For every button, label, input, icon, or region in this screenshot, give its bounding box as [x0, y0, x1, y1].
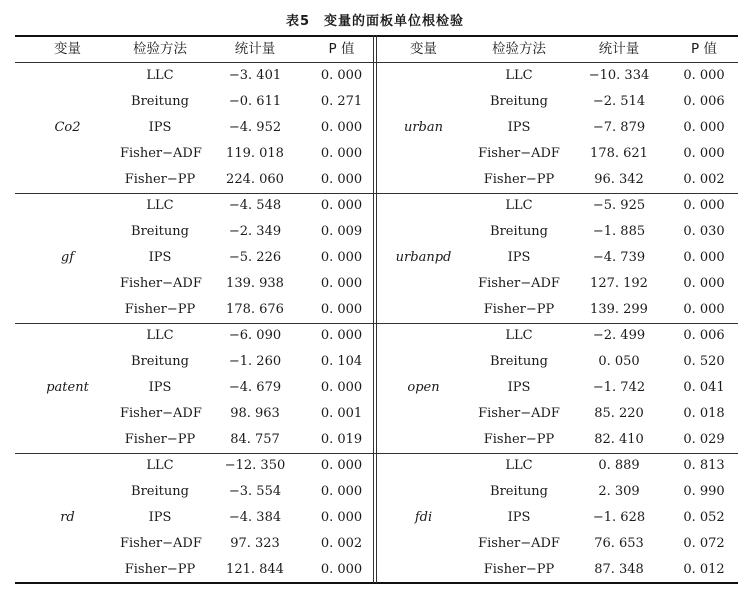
- test-statistic: 178. 676: [226, 302, 284, 317]
- test-method: Fisher−ADF: [120, 276, 202, 291]
- test-statistic: −2. 349: [228, 224, 282, 239]
- p-value: 0. 000: [320, 302, 363, 317]
- test-method: LLC: [505, 328, 533, 343]
- p-value: 0. 029: [683, 432, 725, 447]
- header-stat-left: 统计量: [234, 41, 276, 57]
- test-statistic: 139. 299: [590, 302, 648, 317]
- test-method: LLC: [505, 198, 533, 213]
- p-value: 0. 000: [320, 198, 363, 213]
- test-method: IPS: [148, 380, 172, 395]
- variable-name: fdi: [414, 510, 433, 525]
- test-statistic: 127. 192: [590, 276, 648, 291]
- p-value: 0. 000: [320, 172, 363, 187]
- test-statistic: 121. 844: [226, 562, 284, 577]
- p-value: 0. 000: [320, 380, 363, 395]
- test-method: Fisher−PP: [124, 172, 196, 187]
- test-statistic: −5. 226: [228, 250, 282, 265]
- test-statistic: 82. 410: [594, 432, 644, 447]
- p-value: 0. 030: [683, 224, 725, 239]
- header-p-left: P 值: [328, 41, 355, 57]
- p-value: 0. 000: [683, 120, 725, 135]
- p-value: 0. 000: [683, 146, 725, 161]
- header-variable-left: 变量: [54, 41, 81, 57]
- test-method: IPS: [507, 510, 531, 525]
- test-statistic: −1. 742: [592, 380, 646, 395]
- p-value: 0. 006: [683, 94, 725, 109]
- test-method: Breitung: [131, 484, 189, 499]
- test-method: LLC: [505, 68, 533, 83]
- p-value: 0. 002: [320, 536, 363, 551]
- test-method: IPS: [148, 120, 172, 135]
- variable-name: urbanpd: [395, 250, 452, 265]
- variable-name: gf: [60, 250, 75, 265]
- test-method: IPS: [148, 250, 172, 265]
- p-value: 0. 000: [683, 302, 725, 317]
- p-value: 0. 052: [683, 510, 725, 525]
- test-statistic: 224. 060: [226, 172, 284, 187]
- test-statistic: −2. 499: [592, 328, 646, 343]
- p-value: 0. 002: [683, 172, 725, 187]
- test-statistic: 0. 889: [598, 458, 640, 473]
- p-value: 0. 012: [683, 562, 725, 577]
- p-value: 0. 000: [320, 250, 363, 265]
- test-statistic: −4. 952: [228, 120, 282, 135]
- test-statistic: 98. 963: [230, 406, 280, 421]
- p-value: 0. 072: [683, 536, 725, 551]
- test-method: Fisher−ADF: [120, 536, 202, 551]
- test-method: IPS: [507, 380, 531, 395]
- p-value: 0. 271: [320, 94, 363, 109]
- header-variable-right: 变量: [410, 41, 437, 57]
- p-value: 0. 000: [683, 68, 725, 83]
- p-value: 0. 000: [320, 146, 363, 161]
- p-value: 0. 520: [683, 354, 725, 369]
- p-value: 0. 018: [683, 406, 725, 421]
- p-value: 0. 006: [683, 328, 725, 343]
- table-title: 表5 变量的面板单位根检验: [285, 14, 465, 29]
- test-statistic: 87. 348: [594, 562, 644, 577]
- variable-name: Co2: [54, 120, 81, 135]
- p-value: 0. 000: [320, 458, 363, 473]
- test-method: Breitung: [490, 354, 548, 369]
- test-statistic: 96. 342: [594, 172, 644, 187]
- test-statistic: 0. 050: [598, 354, 640, 369]
- test-statistic: 97. 323: [230, 536, 280, 551]
- test-statistic: −12. 350: [224, 458, 286, 473]
- test-method: Fisher−PP: [124, 562, 196, 577]
- test-statistic: −2. 514: [592, 94, 646, 109]
- test-method: Breitung: [490, 224, 548, 239]
- test-statistic: −4. 384: [228, 510, 282, 525]
- test-method: Fisher−PP: [483, 432, 555, 447]
- variable-name: urban: [403, 120, 444, 135]
- test-method: Fisher−ADF: [478, 276, 560, 291]
- test-method: IPS: [148, 510, 172, 525]
- test-method: Breitung: [490, 94, 548, 109]
- test-statistic: 139. 938: [226, 276, 284, 291]
- p-value: 0. 000: [683, 198, 725, 213]
- header-method-right: 检验方法: [492, 41, 546, 57]
- test-statistic: −1. 885: [592, 224, 646, 239]
- header-stat-right: 统计量: [598, 41, 640, 57]
- test-statistic: −5. 925: [592, 198, 646, 213]
- test-method: IPS: [507, 250, 531, 265]
- test-statistic: −4. 739: [592, 250, 646, 265]
- test-method: Fisher−PP: [124, 432, 196, 447]
- test-statistic: −6. 090: [228, 328, 282, 343]
- header-method-left: 检验方法: [133, 41, 187, 57]
- test-statistic: 85. 220: [594, 406, 644, 421]
- test-method: Breitung: [490, 484, 548, 499]
- p-value: 0. 009: [320, 224, 363, 239]
- test-statistic: −4. 548: [228, 198, 282, 213]
- test-method: Breitung: [131, 94, 189, 109]
- test-statistic: 84. 757: [230, 432, 280, 447]
- p-value: 0. 041: [683, 380, 725, 395]
- p-value: 0. 000: [683, 250, 725, 265]
- variable-name: rd: [60, 510, 75, 525]
- test-method: Fisher−ADF: [478, 146, 560, 161]
- test-method: LLC: [505, 458, 533, 473]
- test-method: Fisher−PP: [483, 302, 555, 317]
- test-method: Breitung: [131, 224, 189, 239]
- test-statistic: 119. 018: [226, 146, 284, 161]
- p-value: 0. 813: [683, 458, 725, 473]
- header-p-right: P 值: [691, 41, 717, 57]
- test-statistic: −7. 879: [592, 120, 646, 135]
- test-method: Fisher−ADF: [478, 536, 560, 551]
- test-statistic: −3. 401: [228, 68, 282, 83]
- p-value: 0. 000: [320, 120, 363, 135]
- test-method: Fisher−PP: [124, 302, 196, 317]
- test-method: Fisher−ADF: [478, 406, 560, 421]
- p-value: 0. 000: [683, 276, 725, 291]
- p-value: 0. 000: [320, 328, 363, 343]
- test-method: Breitung: [131, 354, 189, 369]
- p-value: 0. 104: [320, 354, 363, 369]
- test-method: IPS: [507, 120, 531, 135]
- test-method: Fisher−ADF: [120, 406, 202, 421]
- test-statistic: −1. 260: [228, 354, 282, 369]
- test-statistic: −10. 334: [588, 68, 650, 83]
- p-value: 0. 000: [320, 276, 363, 291]
- p-value: 0. 000: [320, 484, 363, 499]
- variable-name: open: [407, 380, 440, 395]
- variable-name: patent: [46, 380, 89, 395]
- test-method: Fisher−PP: [483, 562, 555, 577]
- p-value: 0. 019: [320, 432, 363, 447]
- p-value: 0. 990: [683, 484, 725, 499]
- test-statistic: 178. 621: [590, 146, 648, 161]
- p-value: 0. 000: [320, 510, 363, 525]
- test-method: LLC: [146, 198, 174, 213]
- test-method: Fisher−PP: [483, 172, 555, 187]
- test-statistic: −4. 679: [228, 380, 282, 395]
- test-statistic: −3. 554: [228, 484, 282, 499]
- test-method: LLC: [146, 68, 174, 83]
- p-value: 0. 001: [320, 406, 363, 421]
- p-value: 0. 000: [320, 68, 363, 83]
- test-statistic: 2. 309: [598, 484, 640, 499]
- test-method: Fisher−ADF: [120, 146, 202, 161]
- test-statistic: −1. 628: [592, 510, 646, 525]
- p-value: 0. 000: [320, 562, 363, 577]
- test-method: LLC: [146, 458, 174, 473]
- test-statistic: 76. 653: [594, 536, 644, 551]
- test-statistic: −0. 611: [228, 94, 282, 109]
- test-method: LLC: [146, 328, 174, 343]
